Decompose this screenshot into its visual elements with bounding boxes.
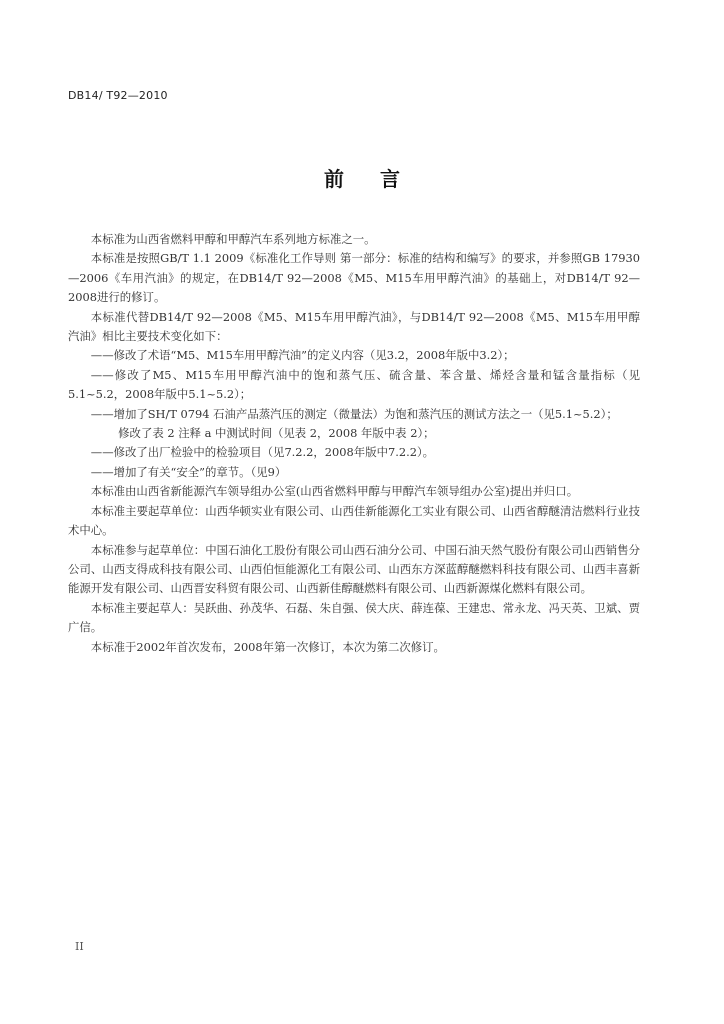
foreword-body	[68, 230, 640, 657]
paragraph-scope: 本标准为山西省燃料甲醇和甲醇汽车系列地方标准之一。	[90, 232, 376, 246]
change-item: ——修改了术语“M5、M15车用甲醇汽油”的定义内容（见3.2，2008年版中3.2）；	[90, 348, 515, 363]
section-title	[0, 163, 724, 192]
section-title-char-1: 前	[324, 167, 344, 191]
page-number: II	[75, 940, 84, 953]
paragraph-participating-units: 本标准参与起草单位：中国石油化工股份有限公司山西石油分公司、中国石油天然气股份有限公司山西销售分公司、山西支得成科技有限公司、山西伯恒能源化工有限公司、山西东方深蓝醇醚燃料科技有限公司、山西丰喜新能源开发有限公司、山西晋安科贸有限公司、山西新佳醇醚燃料有限公司、山西新源煤化燃料有限公司。	[68, 542, 640, 596]
change-item: ——增加了SH/T 0794 石油产品蒸汽压的测定（微量法）为饱和蒸汽压的测试方法之一（见5.1~5.2）；	[90, 406, 618, 421]
paragraph-drafters: 本标准主要起草人：吴跃曲、孙茂华、石磊、朱自强、侯大庆、薛连葆、王建忠、常永龙、冯天英、卫斌、贾广信。	[68, 600, 640, 635]
document-code: DB14/ T92—2010	[68, 89, 168, 102]
paragraph-replaces: 本标准代替DB14/T 92—2008《M5、M15车用甲醇汽油》，与DB14/T 92—2008《M5、M15车用甲醇汽油》相比主要技术变化如下：	[68, 309, 640, 344]
paragraph-main-drafters-units: 本标准主要起草单位：山西华顿实业有限公司、山西佳新能源化工实业有限公司、山西省醇醚清洁燃料行业技术中心。	[68, 503, 640, 538]
change-item: ——修改了M5、M15车用甲醇汽油中的饱和蒸气压、硫含量、苯含量、烯烃含量和锰含量指标（见5.1~5.2，2008年版中5.1~5.2）；	[68, 367, 640, 402]
paragraph-proposer: 本标准由山西省新能源汽车领导组办公室(山西省燃料甲醇与甲醇汽车领导组办公室)提出并归口。	[90, 484, 579, 499]
change-item: 修改了表 2 注释 a 中测试时间（见表 2，2008 年版中表 2）；	[118, 426, 435, 441]
section-title-char-2: 言	[380, 167, 400, 191]
paragraph-history: 本标准于2002年首次发布，2008年第一次修订，本次为第二次修订。	[90, 639, 445, 654]
paragraph-basis: 本标准是按照GB/T 1.1 2009《标准化工作导则 第一部分：标准的结构和编写》的要求，并参照GB 17930—2006《车用汽油》的规定，在DB14/T 92—2008《M5、M15车用甲醇汽油》的基础上，对DB14/T 92—2008进行的修订。	[68, 251, 640, 305]
change-item: ——增加了有关“安全”的章节。（见9）	[90, 464, 287, 479]
change-item: ——修改了出厂检验中的检验项目（见7.2.2，2008年版中7.2.2）。	[90, 445, 435, 460]
